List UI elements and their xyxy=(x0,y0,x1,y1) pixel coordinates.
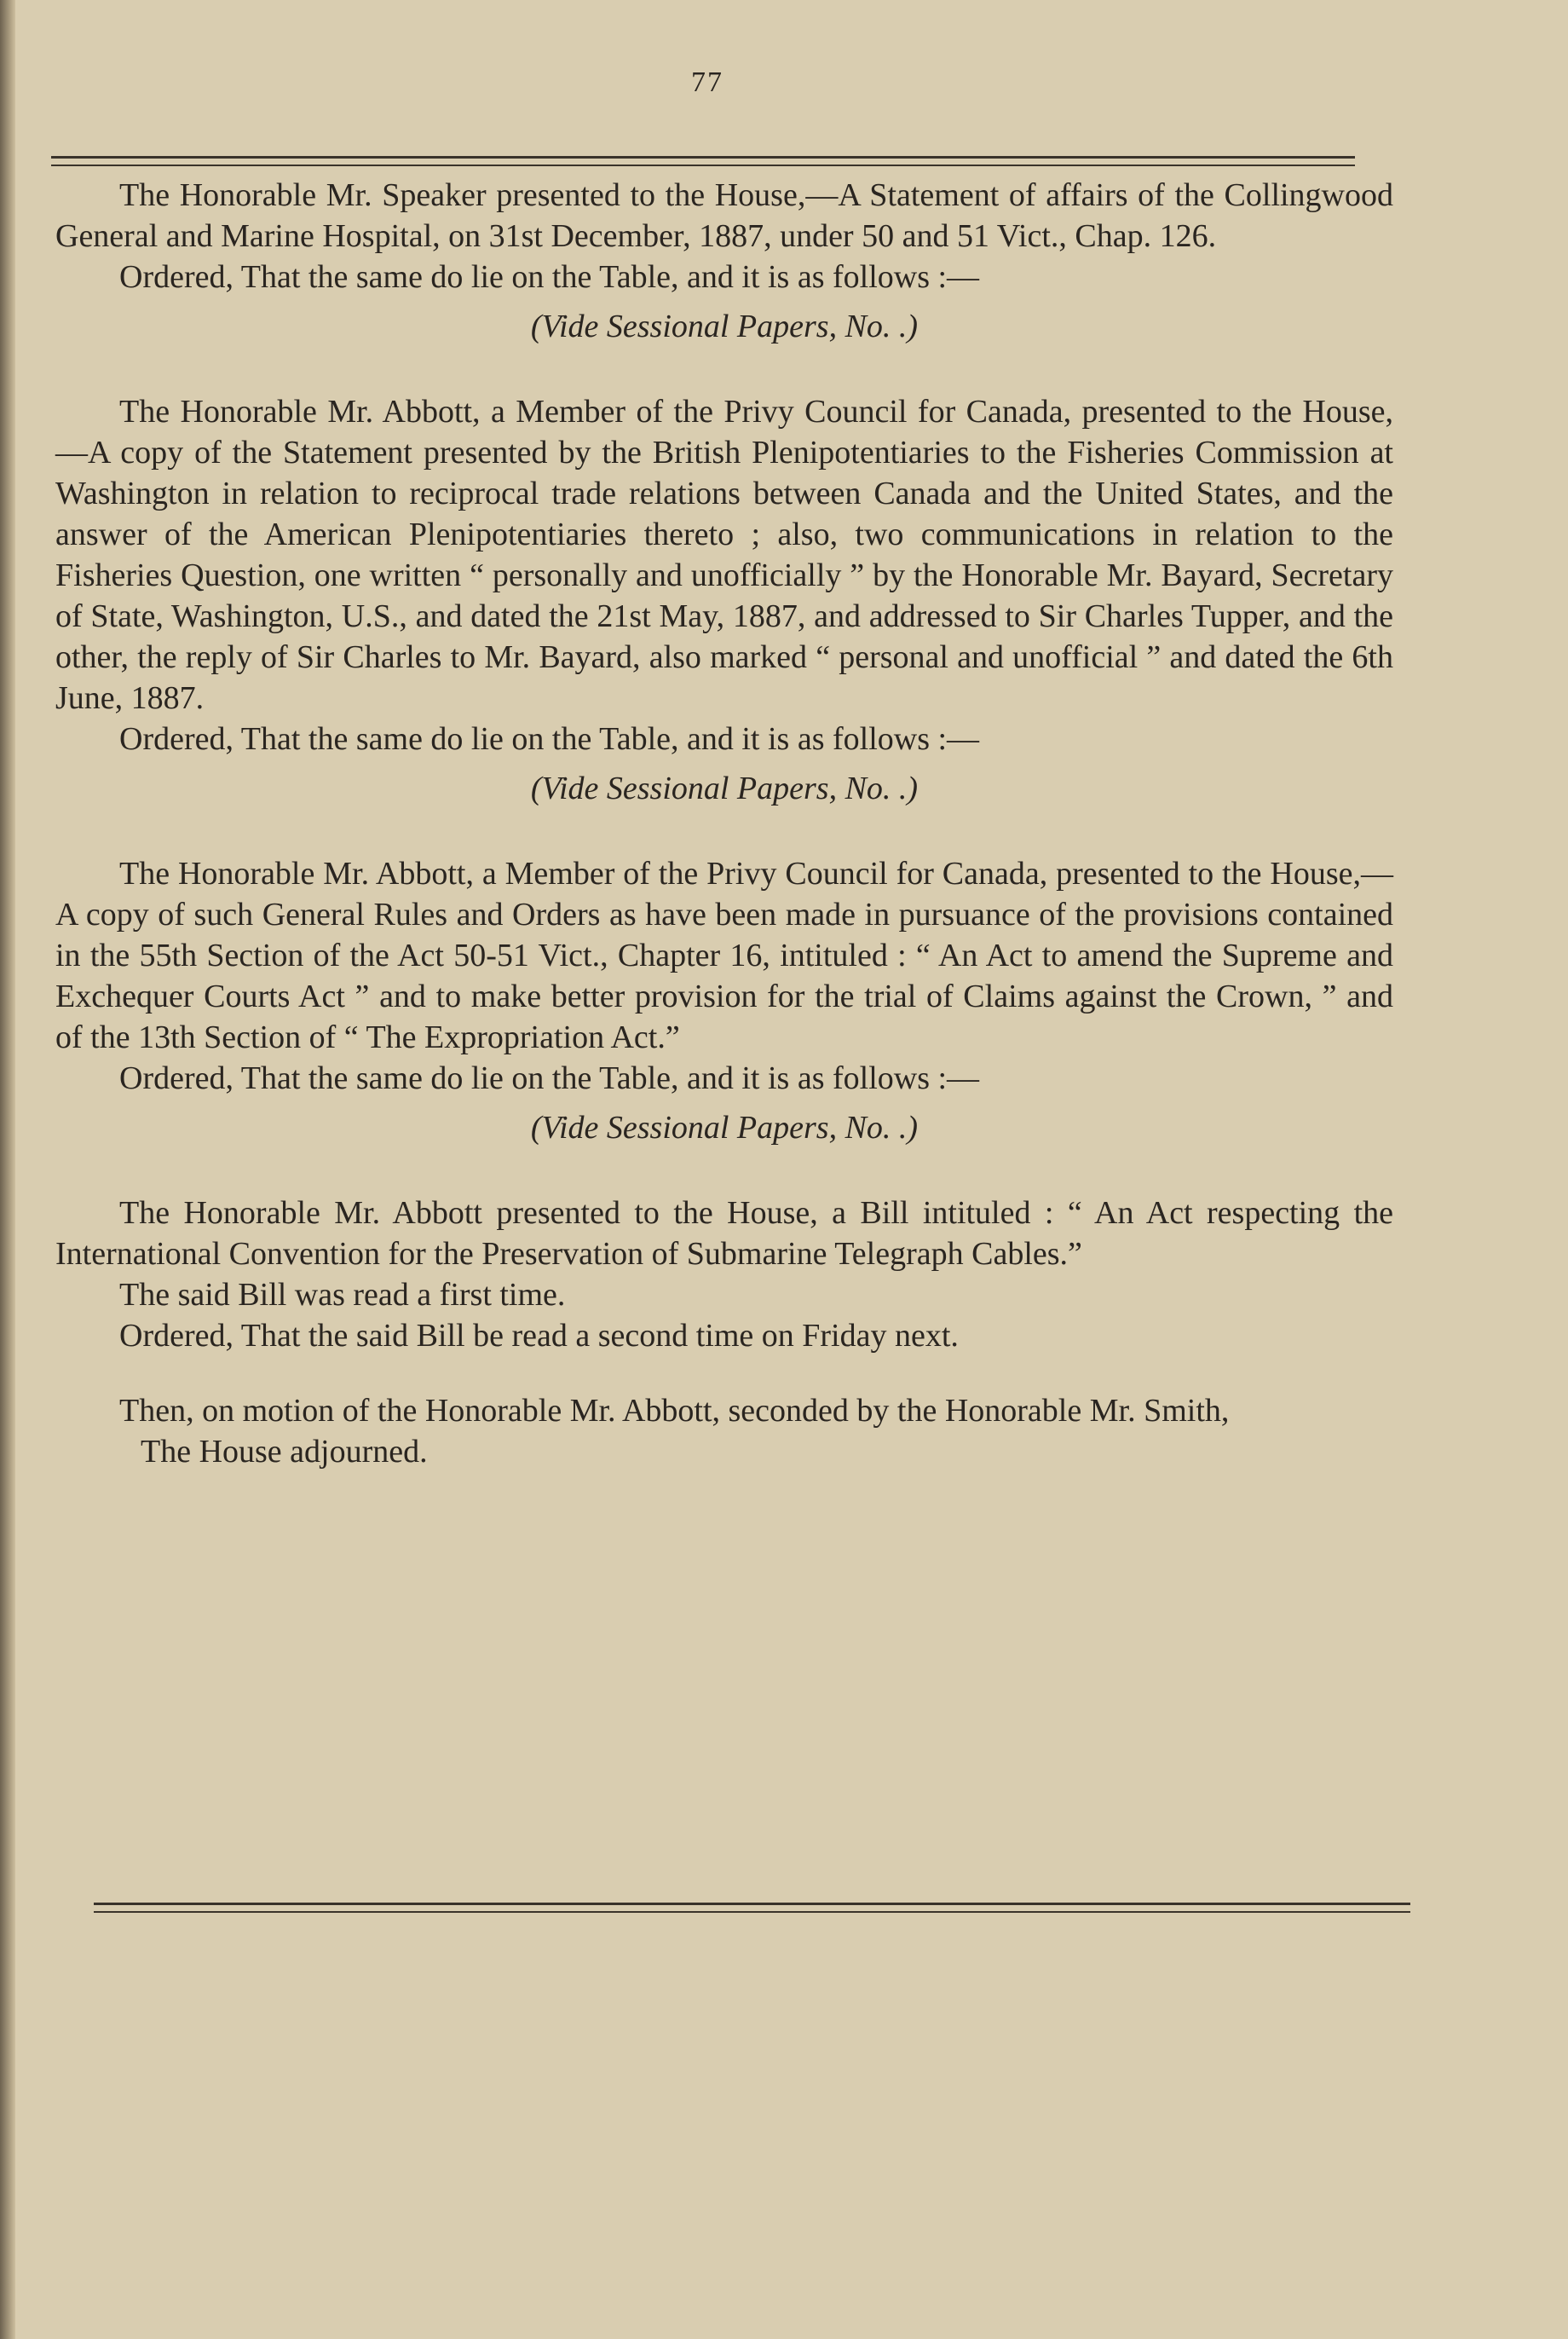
sessional-papers-reference: (Vide Sessional Papers, No. .) xyxy=(530,771,919,806)
header-rule-top xyxy=(51,156,1355,159)
entry-body: The Honorable Mr. Abbott, a Member of the Privy Council for Canada, presented to the House,—A copy of such General Rules and Orders as have been made in pursuance of the provisions contained in the 55th Section of the Act 50-51 Vict., Chapter 16, intituled : “ An Act to amend the Supreme and Exchequer Courts Act ” and to make better provision for the trial of Claims against the Crown, ” and of the 13th Section of “ The Expropriation Act.” xyxy=(55,856,1393,1055)
bill-body: The Honorable Mr. Abbott presented to the House, a Bill intituled : “ An Act respecting the International Convention for the Preservation of Submarine Telegraph Cables.” xyxy=(55,1195,1393,1272)
book-spine-edge xyxy=(0,0,15,2339)
entry-adjournment xyxy=(55,1390,1393,1472)
footer-rule-bottom xyxy=(94,1911,1410,1913)
entry-order: Ordered, That the same do lie on the Table, and it is as follows :— xyxy=(119,1060,980,1096)
entry-order: Ordered, That the same do lie on the Table, and it is as follows :— xyxy=(119,721,980,757)
bill-second-reading-order: Ordered, That the said Bill be read a second time on Friday next. xyxy=(119,1318,959,1354)
journal-entries xyxy=(55,175,1393,1472)
page-number: 77 xyxy=(691,66,723,98)
sessional-papers-reference: (Vide Sessional Papers, No. .) xyxy=(530,1110,919,1146)
sessional-papers-reference: (Vide Sessional Papers, No. .) xyxy=(530,309,919,344)
entry-rules-and-orders xyxy=(55,853,1393,1148)
footer-rule-top xyxy=(94,1903,1410,1905)
adjournment-motion: Then, on motion of the Honorable Mr. Abbott, seconded by the Honorable Mr. Smith, xyxy=(119,1393,1230,1429)
adjournment-closing: The House adjourned. xyxy=(141,1434,428,1470)
entry-order: Ordered, That the same do lie on the Table, and it is as follows :— xyxy=(119,259,980,295)
entry-telegraph-bill xyxy=(55,1193,1393,1356)
entry-body: The Honorable Mr. Speaker presented to the House,—A Statement of affairs of the Collingwood General and Marine Hospital, on 31st December, 1887, under 50 and 51 Vict., Chap. 126. xyxy=(55,177,1393,254)
entry-hospital-statement xyxy=(55,175,1393,347)
entry-body: The Honorable Mr. Abbott, a Member of the Privy Council for Canada, presented to the House, —A copy of the Statement presented by the British Plenipotentiaries to the Fisheries Commission at Washington in relation to reciprocal trade relations between Canada and the United States, and the answer of the American Plenipotentiaries thereto ; also, two communications in relation to the Fisheries Question, one written “ personally and unofficially ” by the Honorable Mr. Bayard, Secretary of State, Washington, U.S., and dated the 21st May, 1887, and addressed to Sir Charles Tupper, and the other, the reply of Sir Charles to Mr. Bayard, also marked “ personal and unofficial ” and dated the 6th June, 1887. xyxy=(55,394,1393,716)
header-rule-bottom xyxy=(51,165,1355,166)
bill-first-reading: The said Bill was read a first time. xyxy=(119,1277,566,1313)
entry-fisheries-statement xyxy=(55,391,1393,809)
